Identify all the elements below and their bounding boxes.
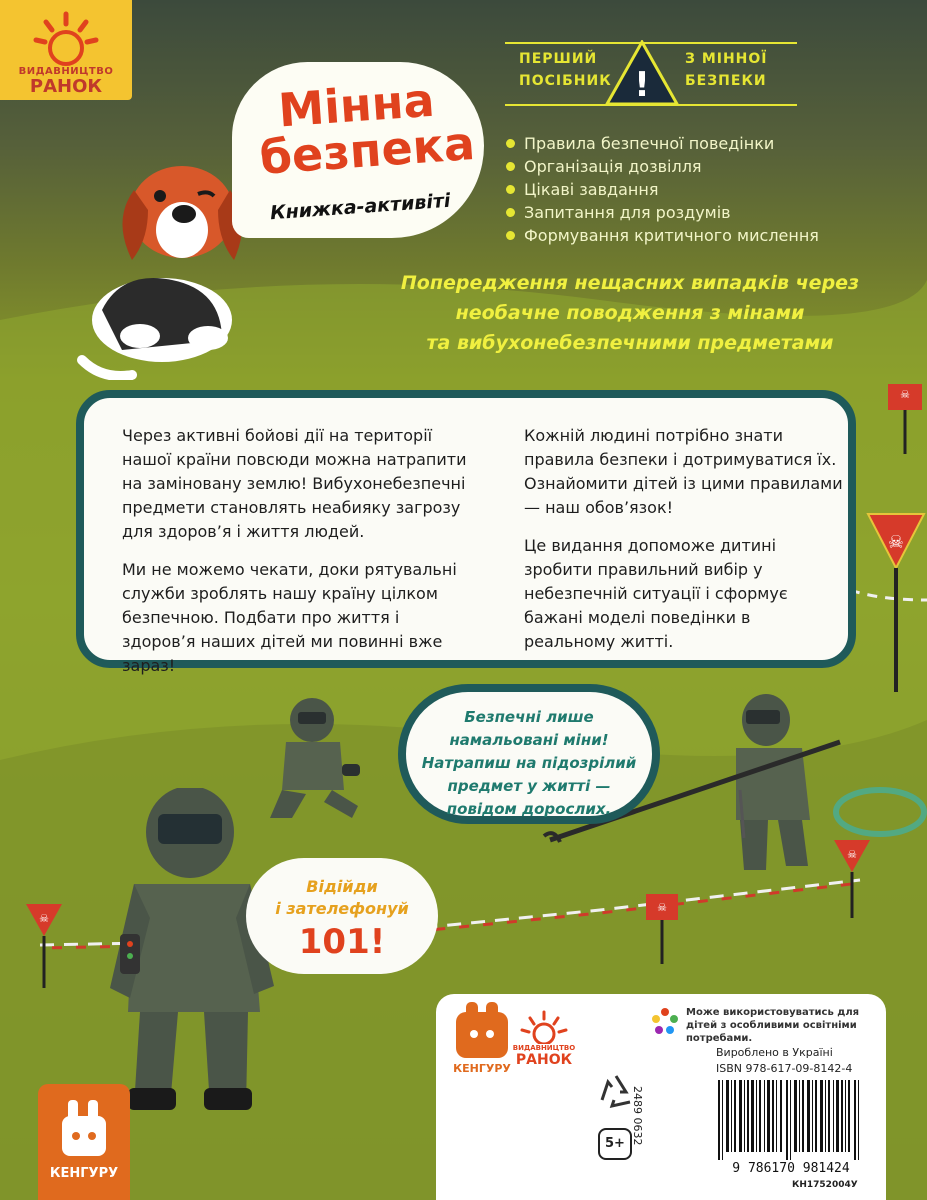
warning-triangle-icon [605,40,679,106]
ranok-name: РАНОК [515,1052,573,1068]
description-left-column [122,424,472,692]
svg-text:☠: ☠ [39,912,49,925]
kenguru-label: КЕНГУРУ [49,1166,119,1181]
isbn-barcode [716,1080,866,1176]
kenguru-tab-logo [38,1084,130,1200]
svg-text:☠: ☠ [847,848,857,861]
sun-icon [510,1010,578,1044]
warning-mark: ! [634,65,650,105]
guide-right-text: З МІННОЇ БЕЗПЕКИ [685,51,768,89]
kangaroo-icon [58,1098,110,1158]
bullet-icon [506,162,515,171]
paragraph: Через активні бойові дії на території нашої країни повсюди можна натрапити на заміновану землю! Вибухонебезпечні предмети становлять неабияку загрозу для здоров’я і життя людей. [122,426,467,541]
description-right-column [524,424,844,668]
mine-warning-sign [644,894,680,964]
paragraph: Кожній людині потрібно знати правила безпеки і дотримуватися їх. Ознайомити дітей із цими правилами — наш обов’язок! [524,426,843,517]
guide-left-text: ПЕРШИЙ ПОСІБНИК [519,51,612,89]
svg-text:☠: ☠ [887,532,905,553]
ranok-logo [510,1010,578,1072]
barcode-digits: 9 786170 981424 [732,1161,850,1176]
special-needs-note: Може використовуватись для дітей з особливими освітніми потребами. [686,1007,860,1044]
publisher-name: РАНОК [29,76,103,97]
list-item: Формування критичного мислення [506,224,819,247]
prevention-headline: Попередження нещасних випадків через необачне поводження з мінами та вибухонебезпечними предметами [400,272,860,354]
guide-banner [505,42,797,106]
list-item: Правила безпечної поведінки [506,132,819,155]
product-code: КН1752004У [792,1180,858,1190]
bullet-icon [506,139,515,148]
book-title: Мінна безпека [257,72,477,185]
kangaroo-icon [454,1002,510,1060]
bullet-icon [506,185,515,194]
publisher-label: ВИДАВНИЦТВО [18,66,114,77]
book-subtitle: Книжка-активіті [269,189,452,225]
svg-text:☠: ☠ [657,901,667,914]
list-item: Цікаві завдання [506,178,819,201]
list-item: Запитання для роздумів [506,201,819,224]
age-rating-badge: 5+ [598,1128,632,1160]
kenguru-label: КЕНГУРУ [453,1062,511,1075]
description-card [76,390,856,675]
paragraph: Ми не можемо чекати, доки рятувальні служби зроблять нашу країну цілком безпечною. Подбати про життя і здоров’я наших дітей ми повинні вже зараз! [122,560,457,675]
bullet-icon [506,208,515,217]
mine-warning-sign [866,512,926,692]
call-speech-bubble [246,858,438,974]
ranok-label: ВИДАВНИЦТВО [512,1044,576,1052]
bullet-icon [506,231,515,240]
kenguru-logo [454,1002,510,1076]
svg-text:☠: ☠ [900,388,910,401]
side-code: 2489 0632 [631,1086,644,1146]
isbn-label: ISBN 978-617-09-8142-4 [716,1062,853,1075]
warning-speech-bubble [398,684,660,824]
warning-text: Безпечні лише намальовані міни! Натрапиш на підозрілий предмет у житті — повідом дорослих. [421,708,637,818]
mine-warning-sign [24,902,64,988]
emergency-number: 101! [298,922,386,962]
publisher-logo [0,0,132,100]
made-in-label: Вироблено в Україні [716,1046,833,1059]
call-text: Відійди і зателефонуй [275,877,409,918]
features-list [506,132,819,247]
mine-warning-sign [884,384,924,454]
sun-icon [32,10,100,66]
paragraph: Це видання допоможе дитині зробити правильний вибір у небезпечній ситуації і сформує бажані моделі поведінки в реальному житті. [524,536,788,651]
special-needs-icon [650,1006,680,1036]
list-item: Організація дозвілля [506,155,819,178]
